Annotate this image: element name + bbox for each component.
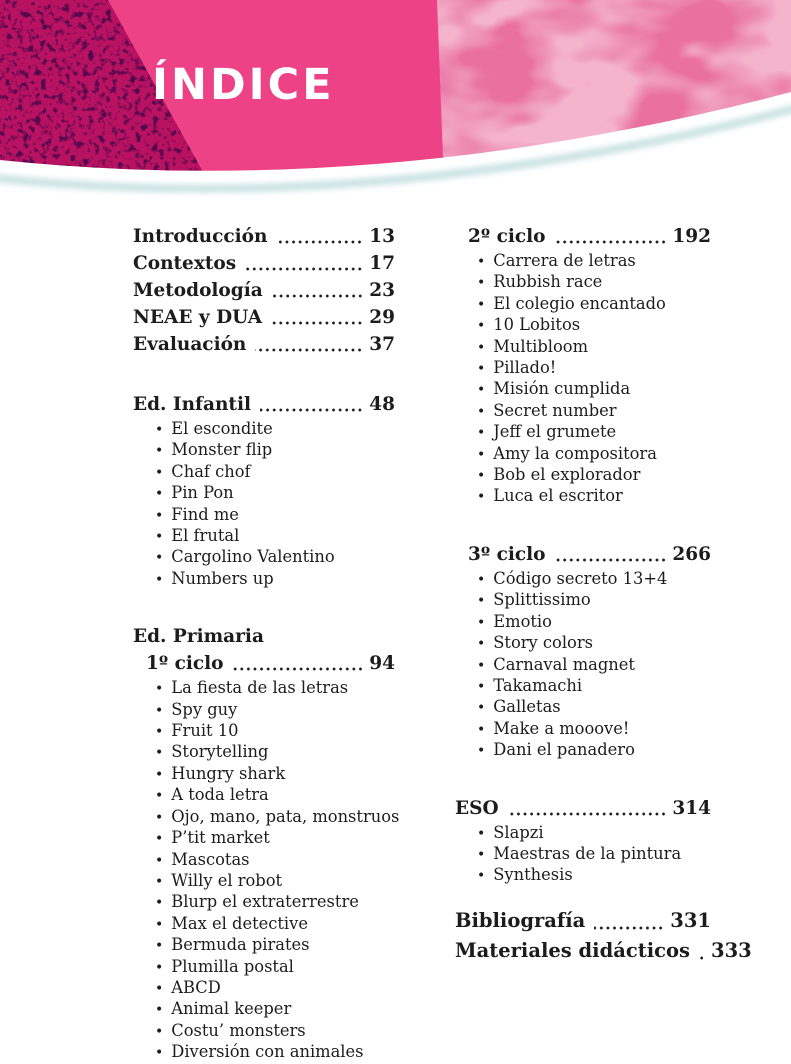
toc-section xyxy=(133,391,395,590)
toc-sub-item xyxy=(155,892,395,913)
toc-sub-item-label: Bermuda pirates xyxy=(171,935,310,955)
bullet-icon: • xyxy=(477,614,486,631)
toc-sub-item xyxy=(155,914,395,935)
toc-sub-item xyxy=(477,590,711,611)
dot-leader xyxy=(508,812,667,816)
toc-entry-label: Metodología xyxy=(133,280,263,301)
bullet-icon: • xyxy=(477,275,486,292)
toc-sub-item xyxy=(155,505,395,526)
toc-sub-item-label: El colegio encantado xyxy=(493,293,666,313)
toc-sub-item-label: Emotio xyxy=(493,611,552,631)
toc-section xyxy=(455,906,711,936)
page-header-banner xyxy=(0,0,791,210)
toc-columns xyxy=(0,210,791,1064)
toc-sub-item-label: Secret number xyxy=(493,400,617,420)
toc-entry-row xyxy=(455,795,711,822)
bullet-icon: • xyxy=(477,489,486,506)
toc-sub-item-label: Misión cumplida xyxy=(493,379,631,399)
toc-page-number: 192 xyxy=(672,226,711,247)
toc-sub-item xyxy=(477,844,711,865)
toc-section xyxy=(455,936,752,966)
toc-section xyxy=(455,795,711,887)
toc-sub-item-label: El frutal xyxy=(171,526,240,546)
toc-section xyxy=(455,223,711,508)
toc-sub-item xyxy=(155,742,395,763)
bullet-icon: • xyxy=(477,318,486,335)
bullet-icon: • xyxy=(155,745,164,762)
toc-sub-item-label: Plumilla postal xyxy=(171,956,294,976)
bullet-icon: • xyxy=(477,446,486,463)
bullet-icon: • xyxy=(477,254,486,270)
toc-page-number: 94 xyxy=(369,653,395,675)
bullet-icon: • xyxy=(155,702,164,719)
dot-leader xyxy=(255,348,363,352)
toc-entry-label: ESO xyxy=(455,797,499,819)
toc-sub-item xyxy=(155,526,395,547)
toc-sub-item xyxy=(155,806,400,828)
toc-sub-item xyxy=(155,419,395,440)
bullet-icon: • xyxy=(155,895,164,912)
toc-sub-list xyxy=(455,251,711,508)
toc-entry-row xyxy=(133,250,395,277)
toc-sub-item xyxy=(477,719,711,740)
toc-sub-item-label: Carrera de letras xyxy=(493,251,636,270)
bullet-icon: • xyxy=(477,678,486,695)
toc-sub-list xyxy=(455,569,711,762)
bullet-icon: • xyxy=(477,403,486,420)
toc-sub-item xyxy=(155,547,395,568)
bullet-icon: • xyxy=(477,700,486,717)
toc-sub-item-label: Costu’ monsters xyxy=(171,1020,306,1040)
toc-sub-item-label: Código secreto 13+4 xyxy=(493,568,668,588)
page-title: ÍNDICE xyxy=(152,60,335,110)
toc-page-number: 266 xyxy=(672,543,711,565)
bullet-icon: • xyxy=(155,486,164,503)
toc-page-number: 23 xyxy=(369,280,395,301)
toc-sub-item xyxy=(477,358,711,379)
toc-sub-item xyxy=(477,655,711,676)
bullet-icon: • xyxy=(477,468,486,485)
dot-leader xyxy=(233,667,364,671)
toc-sub-item xyxy=(477,294,711,315)
toc-section xyxy=(133,304,395,331)
bullet-icon: • xyxy=(155,852,164,869)
toc-entry-label: Evaluación xyxy=(133,334,247,355)
toc-entry-row xyxy=(133,277,395,304)
bullet-icon: • xyxy=(477,425,486,442)
toc-sub-item-label: P’tit market xyxy=(171,828,270,848)
toc-sub-item-label: A toda letra xyxy=(171,785,269,805)
toc-page-number: 37 xyxy=(369,334,395,355)
bullet-icon: • xyxy=(155,507,164,524)
toc-sub-item xyxy=(155,700,395,721)
toc-section xyxy=(133,623,395,650)
bullet-icon: • xyxy=(155,681,164,698)
toc-entry-label: 1º ciclo xyxy=(146,653,224,675)
toc-sub-item-label: Galletas xyxy=(493,697,561,717)
toc-sub-item xyxy=(477,633,711,654)
toc-heading-label: Ed. Primaria xyxy=(133,626,264,648)
toc-section xyxy=(133,650,400,1063)
toc-entry-label: Introducción xyxy=(133,226,268,247)
toc-sub-item xyxy=(477,251,711,272)
toc-sub-item xyxy=(477,740,711,761)
toc-sub-item-label: Rubbish race xyxy=(493,272,603,292)
toc-sub-item-label: Pillado! xyxy=(493,358,557,378)
toc-sub-item xyxy=(155,999,395,1020)
bullet-icon: • xyxy=(155,1045,164,1062)
dot-leader xyxy=(245,267,363,271)
toc-sub-item xyxy=(155,764,395,785)
toc-sub-item-label: Blurp el extraterrestre xyxy=(171,892,359,912)
toc-sub-item-label: Mascotas xyxy=(171,849,250,869)
toc-entry-row xyxy=(455,541,711,568)
toc-sub-item-label: Amy la compositora xyxy=(493,443,657,463)
toc-sub-list xyxy=(133,419,395,590)
toc-entry-row xyxy=(133,391,395,418)
toc-sub-item xyxy=(155,978,395,999)
toc-sub-item-label: Storytelling xyxy=(171,742,269,762)
toc-entry-row xyxy=(133,331,395,358)
toc-sub-item-label: Animal keeper xyxy=(171,999,292,1019)
bullet-icon: • xyxy=(155,980,164,997)
toc-sub-item-label: Spy guy xyxy=(171,699,238,719)
bullet-icon: • xyxy=(155,831,164,848)
toc-sub-item xyxy=(155,678,395,699)
toc-entry-label: Materiales didácticos xyxy=(455,938,690,962)
bullet-icon: • xyxy=(477,636,486,653)
bullet-icon: • xyxy=(155,571,164,588)
toc-sub-item-label: Monster flip xyxy=(171,440,273,460)
bullet-icon: • xyxy=(155,443,164,460)
toc-page-number: 331 xyxy=(670,908,711,932)
toc-page-number: 48 xyxy=(369,394,395,415)
toc-sub-item xyxy=(155,871,395,892)
bullet-icon: • xyxy=(477,868,486,885)
toc-sub-item xyxy=(155,850,395,871)
toc-sub-item xyxy=(477,823,711,844)
bullet-icon: • xyxy=(477,571,486,588)
toc-page-number: 333 xyxy=(711,938,752,962)
bullet-icon: • xyxy=(155,550,164,567)
toc-sub-item-label: Splittissimo xyxy=(493,590,591,610)
toc-entry-row xyxy=(133,223,395,250)
toc-sub-item-label: Pin Pon xyxy=(171,483,234,503)
bullet-icon: • xyxy=(155,788,164,805)
toc-sub-item xyxy=(155,957,395,978)
toc-sub-item-label: Willy el robot xyxy=(171,870,283,890)
toc-page-number: 314 xyxy=(672,797,711,819)
toc-sub-item-label: Jeff el grumete xyxy=(493,422,617,442)
toc-sub-item-label: 10 Lobitos xyxy=(493,315,581,335)
bullet-icon: • xyxy=(155,464,164,481)
dot-leader xyxy=(555,240,667,244)
toc-section xyxy=(133,331,395,358)
toc-sub-item-label: Carnaval magnet xyxy=(493,654,635,674)
toc-heading xyxy=(133,623,395,650)
toc-entry-row xyxy=(455,223,711,250)
toc-section xyxy=(133,250,395,277)
toc-sub-item-label: Chaf chof xyxy=(171,461,251,481)
toc-sub-item xyxy=(477,422,711,443)
bullet-icon: • xyxy=(155,1023,164,1040)
toc-sub-item xyxy=(477,612,711,633)
bullet-icon: • xyxy=(155,938,164,955)
toc-entry-row xyxy=(133,304,395,331)
toc-entry-row xyxy=(455,936,752,966)
toc-sub-item xyxy=(477,465,711,486)
toc-sub-item-label: Dani el panadero xyxy=(493,740,635,760)
toc-sub-item-label: Fruit 10 xyxy=(171,721,239,741)
toc-entry-row xyxy=(455,906,711,936)
toc-page-number: 17 xyxy=(369,253,395,274)
toc-sub-item xyxy=(477,315,711,336)
toc-section xyxy=(133,223,395,250)
bullet-icon: • xyxy=(155,1002,164,1019)
toc-entry-label: 3º ciclo xyxy=(468,543,546,565)
toc-sub-item-label: La fiesta de las letras xyxy=(171,678,349,698)
toc-sub-item-label: Find me xyxy=(171,504,239,524)
toc-sub-item xyxy=(477,569,711,590)
bullet-icon: • xyxy=(477,825,486,842)
toc-sub-list xyxy=(455,823,711,887)
toc-entry-label: NEAE y DUA xyxy=(133,307,263,328)
toc-sub-item xyxy=(477,444,711,465)
bullet-icon: • xyxy=(155,959,164,976)
bullet-icon: • xyxy=(477,846,486,863)
bullet-icon: • xyxy=(477,382,486,399)
toc-sub-item-label: El escondite xyxy=(171,419,273,438)
bullet-icon: • xyxy=(477,361,486,378)
toc-sub-item xyxy=(477,337,711,358)
bullet-icon: • xyxy=(155,724,164,741)
dot-leader xyxy=(260,408,363,412)
toc-sub-item-label: Ojo, mano, pata, monstruos xyxy=(171,806,400,826)
toc-sub-item-label: Hungry shark xyxy=(171,763,286,783)
header-artwork xyxy=(0,0,791,210)
toc-sub-item xyxy=(477,697,711,718)
bullet-icon: • xyxy=(155,916,164,933)
toc-entry-label: 2º ciclo xyxy=(468,226,546,247)
toc-sub-item xyxy=(155,462,395,483)
bullet-icon: • xyxy=(477,743,486,760)
toc-sub-item-label: Maestras de la pintura xyxy=(493,843,682,863)
toc-sub-item-label: Story colors xyxy=(493,633,593,653)
toc-sub-item xyxy=(477,676,711,697)
toc-sub-item-label: Synthesis xyxy=(493,865,573,885)
bullet-icon: • xyxy=(155,529,164,546)
toc-page-number: 13 xyxy=(369,226,395,247)
bullet-icon: • xyxy=(477,296,486,313)
bullet-icon: • xyxy=(477,593,486,610)
bullet-icon: • xyxy=(155,422,164,438)
toc-sub-item-label: Make a mooove! xyxy=(493,718,630,738)
toc-sub-item xyxy=(477,401,711,422)
toc-sub-item xyxy=(155,785,395,806)
dot-leader xyxy=(276,240,363,244)
toc-sub-item xyxy=(155,828,395,849)
dot-leader xyxy=(272,294,364,298)
toc-page-number: 29 xyxy=(369,307,395,328)
toc-sub-item-label: Slapzi xyxy=(493,822,544,842)
toc-sub-item xyxy=(477,865,711,886)
toc-sub-list xyxy=(133,678,400,1063)
toc-sub-item xyxy=(477,379,711,400)
toc-section xyxy=(455,541,711,762)
toc-sub-item xyxy=(477,272,711,293)
toc-entry-row xyxy=(133,650,395,677)
toc-sub-item xyxy=(477,486,711,507)
toc-sub-item xyxy=(155,440,395,461)
toc-sub-item-label: Takamachi xyxy=(493,675,583,695)
toc-sub-item-label: Max el detective xyxy=(171,913,308,933)
toc-sub-item xyxy=(155,483,395,504)
dot-leader xyxy=(271,321,363,325)
toc-sub-item xyxy=(155,569,395,590)
dot-leader xyxy=(699,956,705,960)
toc-sub-item xyxy=(155,1042,395,1063)
toc-sub-item xyxy=(155,1021,395,1042)
toc-sub-item-label: Diversión con animales xyxy=(171,1042,364,1062)
toc-entry-label: Contextos xyxy=(133,253,237,274)
toc-sub-item-label: Numbers up xyxy=(171,568,274,588)
bullet-icon: • xyxy=(155,873,164,890)
toc-sub-item xyxy=(155,935,395,956)
bullet-icon: • xyxy=(477,657,486,674)
toc-sub-item-label: ABCD xyxy=(171,977,221,997)
toc-entry-label: Bibliografía xyxy=(455,908,586,932)
bullet-icon: • xyxy=(477,339,486,356)
bullet-icon: • xyxy=(155,809,164,826)
toc-sub-item xyxy=(155,721,395,742)
bullet-icon: • xyxy=(477,721,486,738)
toc-sub-item-label: Cargolino Valentino xyxy=(171,547,335,567)
toc-sub-item-label: Bob el explorador xyxy=(493,465,641,485)
toc-sub-item-label: Multibloom xyxy=(493,336,589,356)
dot-leader xyxy=(555,558,667,562)
toc-section xyxy=(133,277,395,304)
dot-leader xyxy=(594,926,664,930)
bullet-icon: • xyxy=(155,766,164,783)
toc-column-left xyxy=(133,223,400,1064)
toc-column-right xyxy=(455,223,752,1064)
toc-sub-item-label: Luca el escritor xyxy=(493,486,623,506)
toc-entry-label: Ed. Infantil xyxy=(133,394,252,415)
